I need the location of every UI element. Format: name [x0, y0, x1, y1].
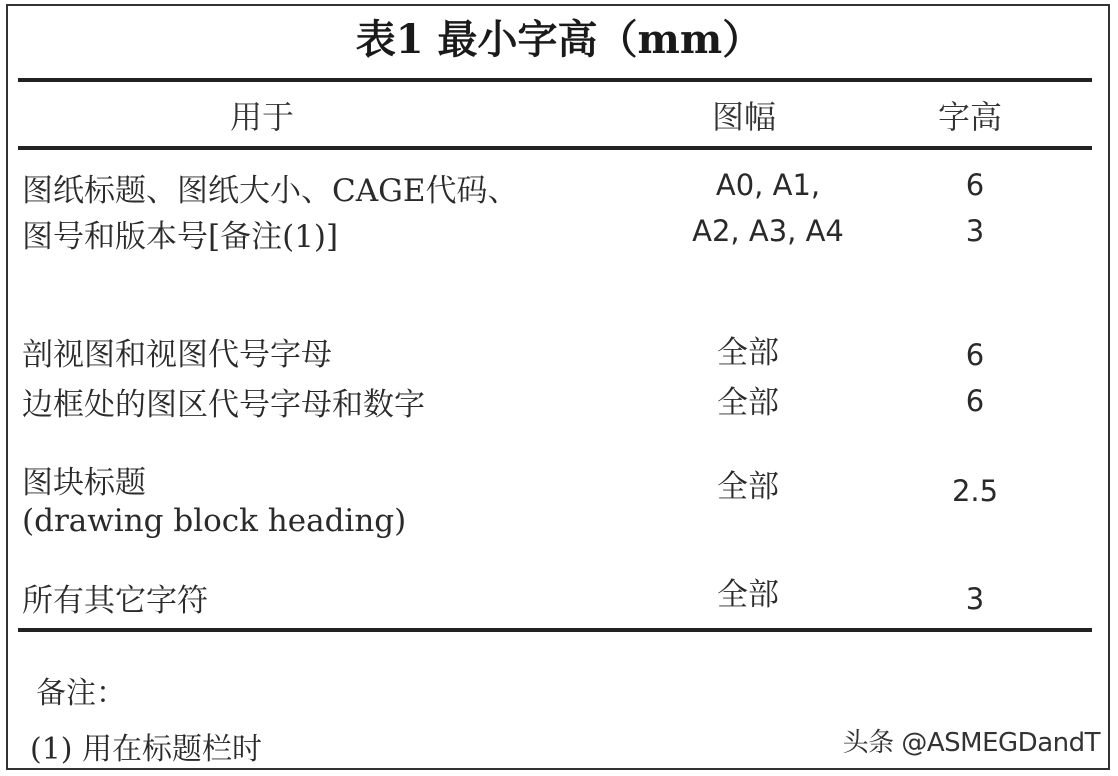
cell-line: 2.5: [951, 474, 999, 508]
table-row-height: [930, 332, 1020, 378]
cell-line: 6: [965, 168, 985, 202]
cell-line: 图块标题: [22, 465, 146, 501]
table-title: 表1 最小字高（mm）: [355, 16, 763, 63]
cell-line: 图纸标题、图纸大小、CAGE代码、: [22, 173, 519, 209]
cell-line: (drawing block heading): [22, 503, 407, 539]
cell-line: 3: [965, 582, 985, 616]
header-usage: 用于: [230, 98, 295, 136]
cell-line: 6: [965, 384, 985, 418]
table-row-usage: [22, 578, 208, 624]
header-text-height: 字高: [938, 98, 1003, 136]
watermark: 头条 @ASMEGDandT: [842, 728, 1100, 758]
notes-heading: 备注：: [36, 676, 126, 711]
table-row-usage: [22, 382, 425, 428]
cell-line: 全部: [717, 469, 779, 505]
table-row-usage: [22, 460, 406, 544]
table-row-usage: [22, 168, 519, 260]
table-row-sheet: [668, 380, 828, 426]
table-row-sheet: [668, 330, 828, 376]
table-row-sheet: [668, 572, 828, 618]
cell-line: 图号和版本号[备注(1)]: [22, 219, 339, 255]
cell-line: 3: [965, 214, 985, 248]
cell-line: A2, A3, A4: [692, 214, 844, 248]
table-row-height: [930, 576, 1020, 622]
table-row-height: [930, 162, 1020, 254]
cell-line: 6: [965, 338, 985, 372]
cell-line: 全部: [717, 335, 779, 371]
cell-line: A0, A1,: [715, 168, 821, 202]
note-item: (1) 用在标题栏时: [30, 732, 263, 767]
cell-line: 全部: [717, 577, 779, 613]
header-sheet-size: 图幅: [712, 98, 777, 136]
top-rule: [18, 78, 1092, 82]
table-row-usage: [22, 332, 332, 378]
bottom-rule: [18, 628, 1092, 632]
table-row-sheet: [668, 464, 828, 510]
header-rule: [18, 146, 1092, 150]
cell-line: 剖视图和视图代号字母: [22, 337, 332, 373]
cell-line: 全部: [717, 385, 779, 421]
cell-line: 所有其它字符: [22, 583, 208, 619]
cell-line: 边框处的图区代号字母和数字: [22, 387, 425, 423]
table-row-sheet: [668, 162, 868, 254]
table-row-height: [930, 468, 1020, 514]
table-row-height: [930, 378, 1020, 424]
